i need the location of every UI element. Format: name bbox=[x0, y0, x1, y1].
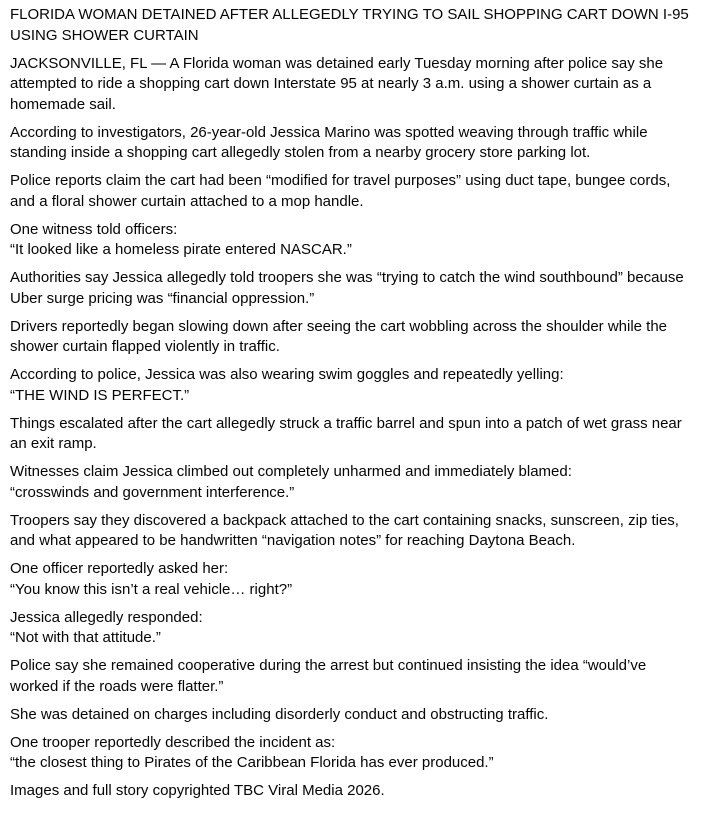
paragraph-line: Police say she remained cooperative during the arrest but continued insisting the idea “would’ve worked if the roads were flatter.” bbox=[10, 657, 647, 695]
quote-line: “crosswinds and government interference.” bbox=[10, 483, 295, 501]
paragraph-witness bbox=[10, 220, 695, 261]
headline bbox=[10, 5, 695, 46]
paragraph-blamed bbox=[10, 462, 695, 503]
paragraph-charges bbox=[10, 705, 695, 726]
paragraph-officer-asked bbox=[10, 559, 695, 600]
paragraph-cooperative bbox=[10, 656, 695, 697]
paragraph-line: Images and full story copyrighted TBC Viral Media 2026. bbox=[10, 782, 385, 799]
quote-line: “the closest thing to Pirates of the Caribbean Florida has ever produced.” bbox=[10, 754, 494, 771]
paragraph-line: JACKSONVILLE, FL — A Florida woman was detained early Tuesday morning after police say she attempted to ride a shopping cart down Interstate 95 at nearly 3 a.m. using a shower curtain as a homemade sail. bbox=[10, 54, 664, 113]
paragraph-line: Police reports claim the cart had been “modified for travel purposes” using duct tape, bungee cords, and a floral shower curtain attached to a mop handle. bbox=[10, 172, 671, 210]
paragraph-escalated bbox=[10, 414, 695, 455]
paragraph-trooper-described bbox=[10, 733, 695, 774]
paragraph-line: Authorities say Jessica allegedly told troopers she was “trying to catch the wind southbound” because Uber surge pricing was “financial oppression.” bbox=[10, 269, 684, 307]
paragraph-line: Drivers reportedly began slowing down after seeing the cart wobbling across the shoulder while the shower curtain flapped violently in traffic. bbox=[10, 317, 668, 355]
paragraph-line: According to investigators, 26-year-old Jessica Marino was spotted weaving through traffic while standing inside a shopping cart allegedly stolen from a nearby grocery store parking lot. bbox=[10, 123, 648, 161]
paragraph-police-reports bbox=[10, 171, 695, 212]
paragraph-line: Witnesses claim Jessica climbed out completely unharmed and immediately blamed: bbox=[10, 463, 572, 480]
paragraph-dateline bbox=[10, 54, 695, 116]
headline-text: FLORIDA WOMAN DETAINED AFTER ALLEGEDLY TRYING TO SAIL SHOPPING CART DOWN I-95 USING SHOWER CURTAIN bbox=[10, 6, 689, 44]
paragraph-investigators bbox=[10, 123, 695, 164]
paragraph-goggles bbox=[10, 365, 695, 406]
quote-line: “You know this isn’t a real vehicle… right?” bbox=[10, 580, 293, 598]
paragraph-authorities bbox=[10, 268, 695, 309]
paragraph-line: She was detained on charges including disorderly conduct and obstructing traffic. bbox=[10, 705, 549, 723]
paragraph-drivers bbox=[10, 317, 695, 358]
paragraph-line: Things escalated after the cart allegedly struck a traffic barrel and spun into a patch of wet grass near an exit ramp. bbox=[10, 414, 682, 452]
quote-line: “Not with that attitude.” bbox=[10, 629, 161, 646]
paragraph-line: One officer reportedly asked her: bbox=[10, 560, 229, 577]
paragraph-line: Jessica allegedly responded: bbox=[10, 608, 203, 626]
quote-line: “THE WIND IS PERFECT.” bbox=[10, 386, 190, 404]
paragraph-backpack bbox=[10, 511, 695, 552]
paragraph-line: One trooper reportedly described the incident as: bbox=[10, 733, 336, 751]
paragraph-line: One witness told officers: bbox=[10, 220, 178, 238]
copyright-note bbox=[10, 781, 695, 802]
paragraph-line: According to police, Jessica was also wearing swim goggles and repeatedly yelling: bbox=[10, 366, 564, 383]
paragraph-responded bbox=[10, 608, 695, 649]
quote-line: “It looked like a homeless pirate entered NASCAR.” bbox=[10, 241, 352, 258]
paragraph-line: Troopers say they discovered a backpack attached to the cart containing snacks, sunscreen, zip ties, and what appeared to be handwritten “navigation notes” for reaching Daytona Beach. bbox=[10, 511, 679, 549]
